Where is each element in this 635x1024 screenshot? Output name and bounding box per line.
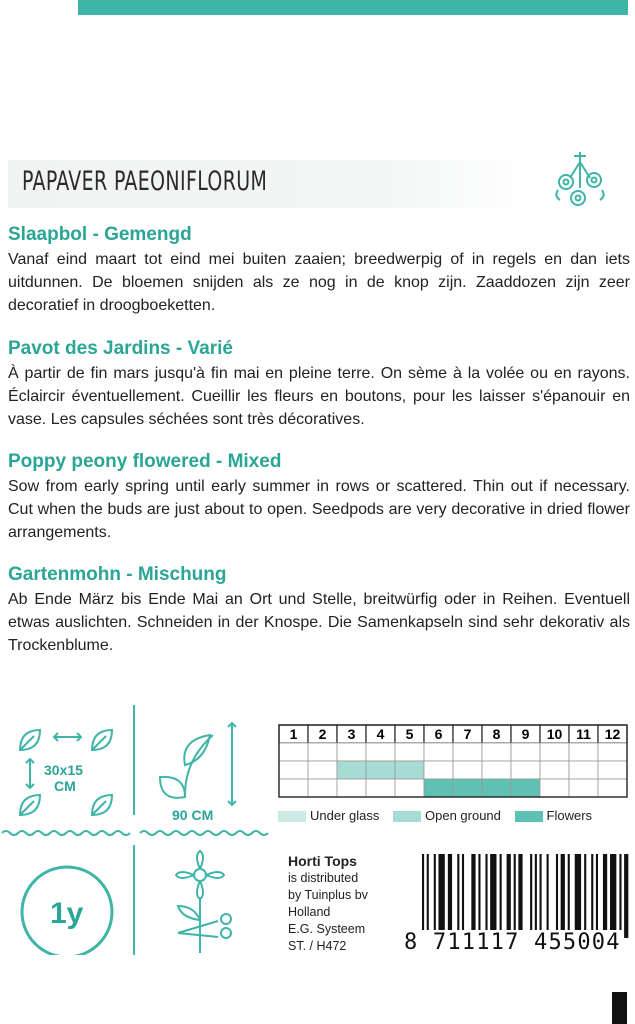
spacing-unit: CM bbox=[54, 778, 76, 794]
section-body: Vanaf eind maart tot eind mei buiten zaaien; breedwerpig of in regels en dan iets uitdunnen. De bloemen snijden als ze nog in de knop zijn. Zaaddozen zijn zeer decoratief in droogboeketten. bbox=[8, 251, 630, 314]
section-body: Ab Ende März bis Ende Mai an Ort und Stelle, breitwürfig oder in Reihen. Eventuell etwas auslichten. Schneiden in der Knospe. Die Samenkapseln sind sehr dekorativ als Trockenblume. bbox=[8, 591, 630, 654]
section-french bbox=[8, 338, 630, 431]
calendar-empty-cell bbox=[482, 761, 511, 779]
calendar-empty-cell bbox=[395, 779, 424, 797]
barcode-bar bbox=[619, 854, 621, 938]
barcode-bar bbox=[561, 854, 565, 938]
barcode-bar bbox=[530, 854, 532, 938]
calendar-empty-cell bbox=[279, 761, 308, 779]
calendar-month-label: 3 bbox=[347, 726, 356, 742]
print-mark bbox=[612, 992, 627, 1024]
barcode-bar bbox=[596, 854, 598, 938]
legend-label: Flowers bbox=[546, 808, 593, 823]
legend-under-glass bbox=[278, 808, 379, 823]
calendar-flowers-cell bbox=[424, 779, 453, 797]
calendar-empty-cell bbox=[569, 743, 598, 761]
calendar-month-label: 6 bbox=[434, 726, 443, 742]
calendar-empty-cell bbox=[308, 743, 337, 761]
calendar-empty-cell bbox=[366, 743, 395, 761]
calendar-month-label: 4 bbox=[376, 726, 385, 742]
calendar-empty-cell bbox=[598, 743, 627, 761]
calendar-legend bbox=[278, 808, 602, 823]
barcode-bar bbox=[624, 854, 628, 938]
calendar-month-label: 7 bbox=[463, 726, 472, 742]
calendar-empty-cell bbox=[569, 779, 598, 797]
calendar-month-label: 1 bbox=[289, 726, 298, 742]
section-body: Sow from early spring until early summer in rows or scattered. Thin out if necessary. Cut when the buds are just about to open. Seedpods are very decorative in dried flower arrangements. bbox=[8, 478, 630, 541]
barcode-bar bbox=[457, 854, 459, 938]
section-heading: Poppy peony flowered - Mixed bbox=[8, 451, 282, 472]
section-english bbox=[8, 451, 630, 544]
barcode-bar bbox=[471, 854, 475, 938]
distributor-line: ST. / H472 bbox=[288, 939, 347, 953]
barcode-bar bbox=[518, 854, 522, 938]
barcode-bar bbox=[422, 854, 424, 938]
flower-bouquet-icon bbox=[548, 150, 612, 214]
cut-flower-icon bbox=[176, 851, 231, 953]
barcode-bar bbox=[434, 854, 436, 938]
section-german bbox=[8, 564, 630, 657]
barcode-bar bbox=[547, 854, 549, 938]
section-heading: Pavot des Jardins - Varié bbox=[8, 338, 233, 359]
calendar-empty-cell bbox=[598, 761, 627, 779]
calendar-grid bbox=[278, 724, 628, 802]
calendar-month-label: 8 bbox=[492, 726, 501, 742]
calendar-open-ground-cell bbox=[337, 761, 366, 779]
calendar-empty-cell bbox=[395, 743, 424, 761]
legend-open-ground bbox=[393, 808, 501, 823]
calendar-month-label: 11 bbox=[576, 726, 591, 742]
barcode-bar bbox=[500, 854, 502, 938]
sowing-calendar bbox=[278, 724, 628, 807]
calendar-empty-cell bbox=[511, 761, 540, 779]
barcode-bar bbox=[478, 854, 480, 938]
calendar-month-label: 5 bbox=[405, 726, 414, 742]
calendar-empty-cell bbox=[308, 779, 337, 797]
barcode-bar bbox=[535, 854, 537, 938]
calendar-month-label: 12 bbox=[604, 726, 621, 742]
brand-name: Horti Tops bbox=[288, 853, 357, 869]
plant-height-icon bbox=[160, 723, 236, 805]
calendar-flowers-cell bbox=[453, 779, 482, 797]
legend-flowers bbox=[515, 808, 593, 823]
calendar-empty-cell bbox=[453, 743, 482, 761]
barcode-bar bbox=[584, 854, 586, 938]
calendar-month-label: 9 bbox=[521, 726, 530, 742]
calendar-empty-cell bbox=[540, 779, 569, 797]
calendar-empty-cell bbox=[540, 743, 569, 761]
barcode-bar bbox=[507, 854, 511, 938]
distributor-line: is distributed bbox=[288, 871, 359, 885]
calendar-flowers-cell bbox=[482, 779, 511, 797]
calendar-empty-cell bbox=[337, 743, 366, 761]
calendar-empty-cell bbox=[453, 761, 482, 779]
calendar-empty-cell bbox=[308, 761, 337, 779]
distributor-line: Holland bbox=[288, 905, 331, 919]
height-value: 90 CM bbox=[172, 807, 214, 823]
barcode-bar bbox=[568, 854, 570, 938]
calendar-empty-cell bbox=[279, 779, 308, 797]
calendar-month-label: 2 bbox=[318, 726, 327, 742]
barcode-bar bbox=[591, 854, 593, 938]
barcode-bar bbox=[427, 854, 429, 938]
calendar-empty-cell bbox=[424, 743, 453, 761]
calendar-flowers-cell bbox=[511, 779, 540, 797]
barcode-bar bbox=[556, 854, 558, 938]
product-title: PAPAVER PAEONIFLORUM bbox=[22, 166, 268, 197]
barcode-bar bbox=[438, 854, 444, 938]
calendar-empty-cell bbox=[569, 761, 598, 779]
calendar-empty-cell bbox=[424, 761, 453, 779]
barcode-bar bbox=[462, 854, 464, 938]
distributor-info bbox=[288, 853, 368, 955]
lifespan-value: 1y bbox=[50, 897, 84, 930]
section-body: À partir de fin mars jusqu'à fin mai en pleine terre. On sème à la volée ou en rayons. Éclaircir éventuellement. Cueillir les fleurs en boutons, pour les laisser s'épanouir en vase. Les capsules séchées sont très décoratives. bbox=[8, 365, 630, 428]
spacing-value: 30x15 bbox=[44, 762, 83, 778]
legend-label: Under glass bbox=[310, 808, 380, 823]
calendar-empty-cell bbox=[482, 743, 511, 761]
barcode-bar bbox=[485, 854, 487, 938]
distributor-line: E.G. Systeem bbox=[288, 922, 366, 936]
section-heading: Slaapbol - Gemengd bbox=[8, 224, 192, 245]
barcode-number: 8 711117 455004 bbox=[404, 930, 621, 955]
calendar-empty-cell bbox=[279, 743, 308, 761]
calendar-open-ground-cell bbox=[395, 761, 424, 779]
barcode-bar bbox=[603, 854, 607, 938]
barcode-bar bbox=[490, 854, 496, 938]
top-color-bar bbox=[78, 0, 628, 15]
calendar-empty-cell bbox=[337, 779, 366, 797]
distributor-line: by Tuinplus bv bbox=[288, 888, 368, 902]
calendar-month-label: 10 bbox=[546, 726, 563, 742]
calendar-empty-cell bbox=[366, 779, 395, 797]
calendar-open-ground-cell bbox=[366, 761, 395, 779]
calendar-empty-cell bbox=[598, 779, 627, 797]
barcode-bar bbox=[610, 854, 616, 938]
icon-grid bbox=[0, 705, 270, 955]
barcode-bar bbox=[514, 854, 516, 938]
legend-label: Open ground bbox=[425, 808, 501, 823]
calendar-empty-cell bbox=[540, 761, 569, 779]
calendar-empty-cell bbox=[511, 743, 540, 761]
barcode-bar bbox=[448, 854, 452, 938]
barcode-bar bbox=[540, 854, 542, 938]
section-dutch bbox=[8, 224, 630, 317]
section-heading: Gartenmohn - Mischung bbox=[8, 564, 227, 585]
barcode-bar bbox=[575, 854, 581, 938]
